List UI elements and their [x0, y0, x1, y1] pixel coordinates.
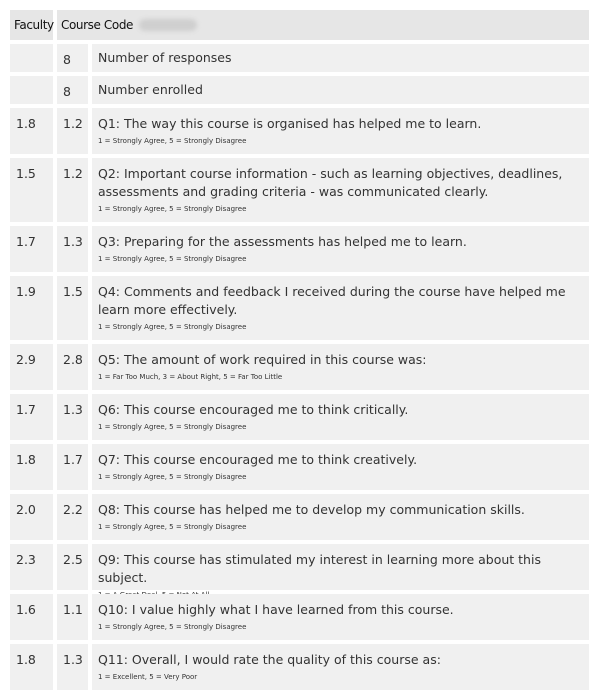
- question-text: Q7: This course encouraged me to think creatively.: [98, 452, 418, 467]
- scale-legend: 1 = Strongly Agree, 5 = Strongly Disagree: [98, 323, 247, 331]
- table-row-q3: [10, 226, 589, 272]
- table-row-q1: [10, 108, 589, 154]
- scale-legend: 1 = Strongly Agree, 5 = Strongly Disagree: [98, 205, 247, 213]
- course-value-cell: 8: [57, 76, 88, 104]
- question-cell: [92, 494, 589, 540]
- table-row-q10: [10, 594, 589, 640]
- question-text: Q6: This course encouraged me to think critically.: [98, 402, 409, 417]
- question-cell: [92, 226, 589, 272]
- scale-legend: 1 = Strongly Agree, 5 = Strongly Disagree: [98, 423, 247, 431]
- table-row-q5: [10, 344, 589, 390]
- course-score-cell: 1.7: [57, 444, 88, 490]
- question-text: Q8: This course has helped me to develop my communication skills.: [98, 502, 525, 517]
- question-cell: [92, 158, 589, 222]
- table-header: [10, 10, 589, 40]
- question-cell: [92, 108, 589, 154]
- table-row-responses: [10, 44, 589, 72]
- scale-legend: 1 = Excellent, 5 = Very Poor: [98, 673, 198, 681]
- faculty-column-header: Faculty: [10, 10, 53, 40]
- scale-legend: 1 = Strongly Agree, 5 = Strongly Disagree: [98, 137, 247, 145]
- course-score-cell: 2.8: [57, 344, 88, 390]
- faculty-score-cell: 2.9: [10, 344, 53, 390]
- row-label: Number of responses: [98, 50, 232, 65]
- faculty-cell-empty: [10, 44, 53, 72]
- course-value-cell: 8: [57, 44, 88, 72]
- survey-results-table: [10, 10, 589, 690]
- course-score-cell: 2.5: [57, 544, 88, 590]
- question-cell: [92, 594, 589, 640]
- table-row-q9: [10, 544, 589, 590]
- table-row-q2: [10, 158, 589, 222]
- question-cell: [92, 344, 589, 390]
- table-row-q11: [10, 644, 589, 690]
- course-score-cell: 1.3: [57, 226, 88, 272]
- question-text: Q1: The way this course is organised has helped me to learn.: [98, 116, 482, 131]
- faculty-score-cell: 2.0: [10, 494, 53, 540]
- course-code-label: Course Code: [61, 18, 134, 32]
- course-score-cell: 1.3: [57, 394, 88, 440]
- faculty-score-cell: 2.3: [10, 544, 53, 590]
- scale-legend: 1 = Far Too Much, 3 = About Right, 5 = Far Too Little: [98, 373, 283, 381]
- table-row-q8: [10, 494, 589, 540]
- faculty-score-cell: 1.8: [10, 108, 53, 154]
- row-label-cell: [92, 44, 589, 72]
- faculty-score-cell: 1.6: [10, 594, 53, 640]
- course-score-cell: 1.3: [57, 644, 88, 690]
- course-code-column-header: [57, 10, 589, 40]
- question-cell: [92, 394, 589, 440]
- faculty-score-cell: 1.7: [10, 394, 53, 440]
- faculty-score-cell: 1.7: [10, 226, 53, 272]
- question-text: Q11: Overall, I would rate the quality of this course as:: [98, 652, 441, 667]
- redacted-course-code: [139, 19, 197, 31]
- question-cell: [92, 276, 589, 340]
- question-text: Q4: Comments and feedback I received during the course have helped me learn more effectively.: [98, 284, 566, 317]
- faculty-cell-empty: [10, 76, 53, 104]
- faculty-score-cell: 1.9: [10, 276, 53, 340]
- row-label-cell: [92, 76, 589, 104]
- row-label: Number enrolled: [98, 82, 203, 97]
- question-cell: [92, 644, 589, 690]
- question-text: Q2: Important course information - such as learning objectives, deadlines, assessments and grading criteria - was communicated clearly.: [98, 166, 563, 199]
- course-score-cell: 1.2: [57, 158, 88, 222]
- question-text: Q10: I value highly what I have learned from this course.: [98, 602, 454, 617]
- faculty-score-cell: 1.5: [10, 158, 53, 222]
- question-text: Q3: Preparing for the assessments has helped me to learn.: [98, 234, 467, 249]
- course-score-cell: 1.1: [57, 594, 88, 640]
- table-row-q6: [10, 394, 589, 440]
- question-cell: [92, 544, 589, 590]
- course-score-cell: 1.5: [57, 276, 88, 340]
- faculty-score-cell: 1.8: [10, 444, 53, 490]
- question-text: Q9: This course has stimulated my interest in learning more about this subject.: [98, 552, 541, 585]
- faculty-score-cell: 1.8: [10, 644, 53, 690]
- table-row-enrolled: [10, 76, 589, 104]
- scale-legend: 1 = Strongly Agree, 5 = Strongly Disagree: [98, 255, 247, 263]
- scale-legend: 1 = Strongly Agree, 5 = Strongly Disagree: [98, 523, 247, 531]
- scale-legend: 1 = Strongly Agree, 5 = Strongly Disagree: [98, 473, 247, 481]
- question-text: Q5: The amount of work required in this course was:: [98, 352, 427, 367]
- question-cell: [92, 444, 589, 490]
- table-row-q7: [10, 444, 589, 490]
- scale-legend: 1 = Strongly Agree, 5 = Strongly Disagree: [98, 623, 247, 631]
- course-score-cell: 1.2: [57, 108, 88, 154]
- course-score-cell: 2.2: [57, 494, 88, 540]
- table-row-q4: [10, 276, 589, 340]
